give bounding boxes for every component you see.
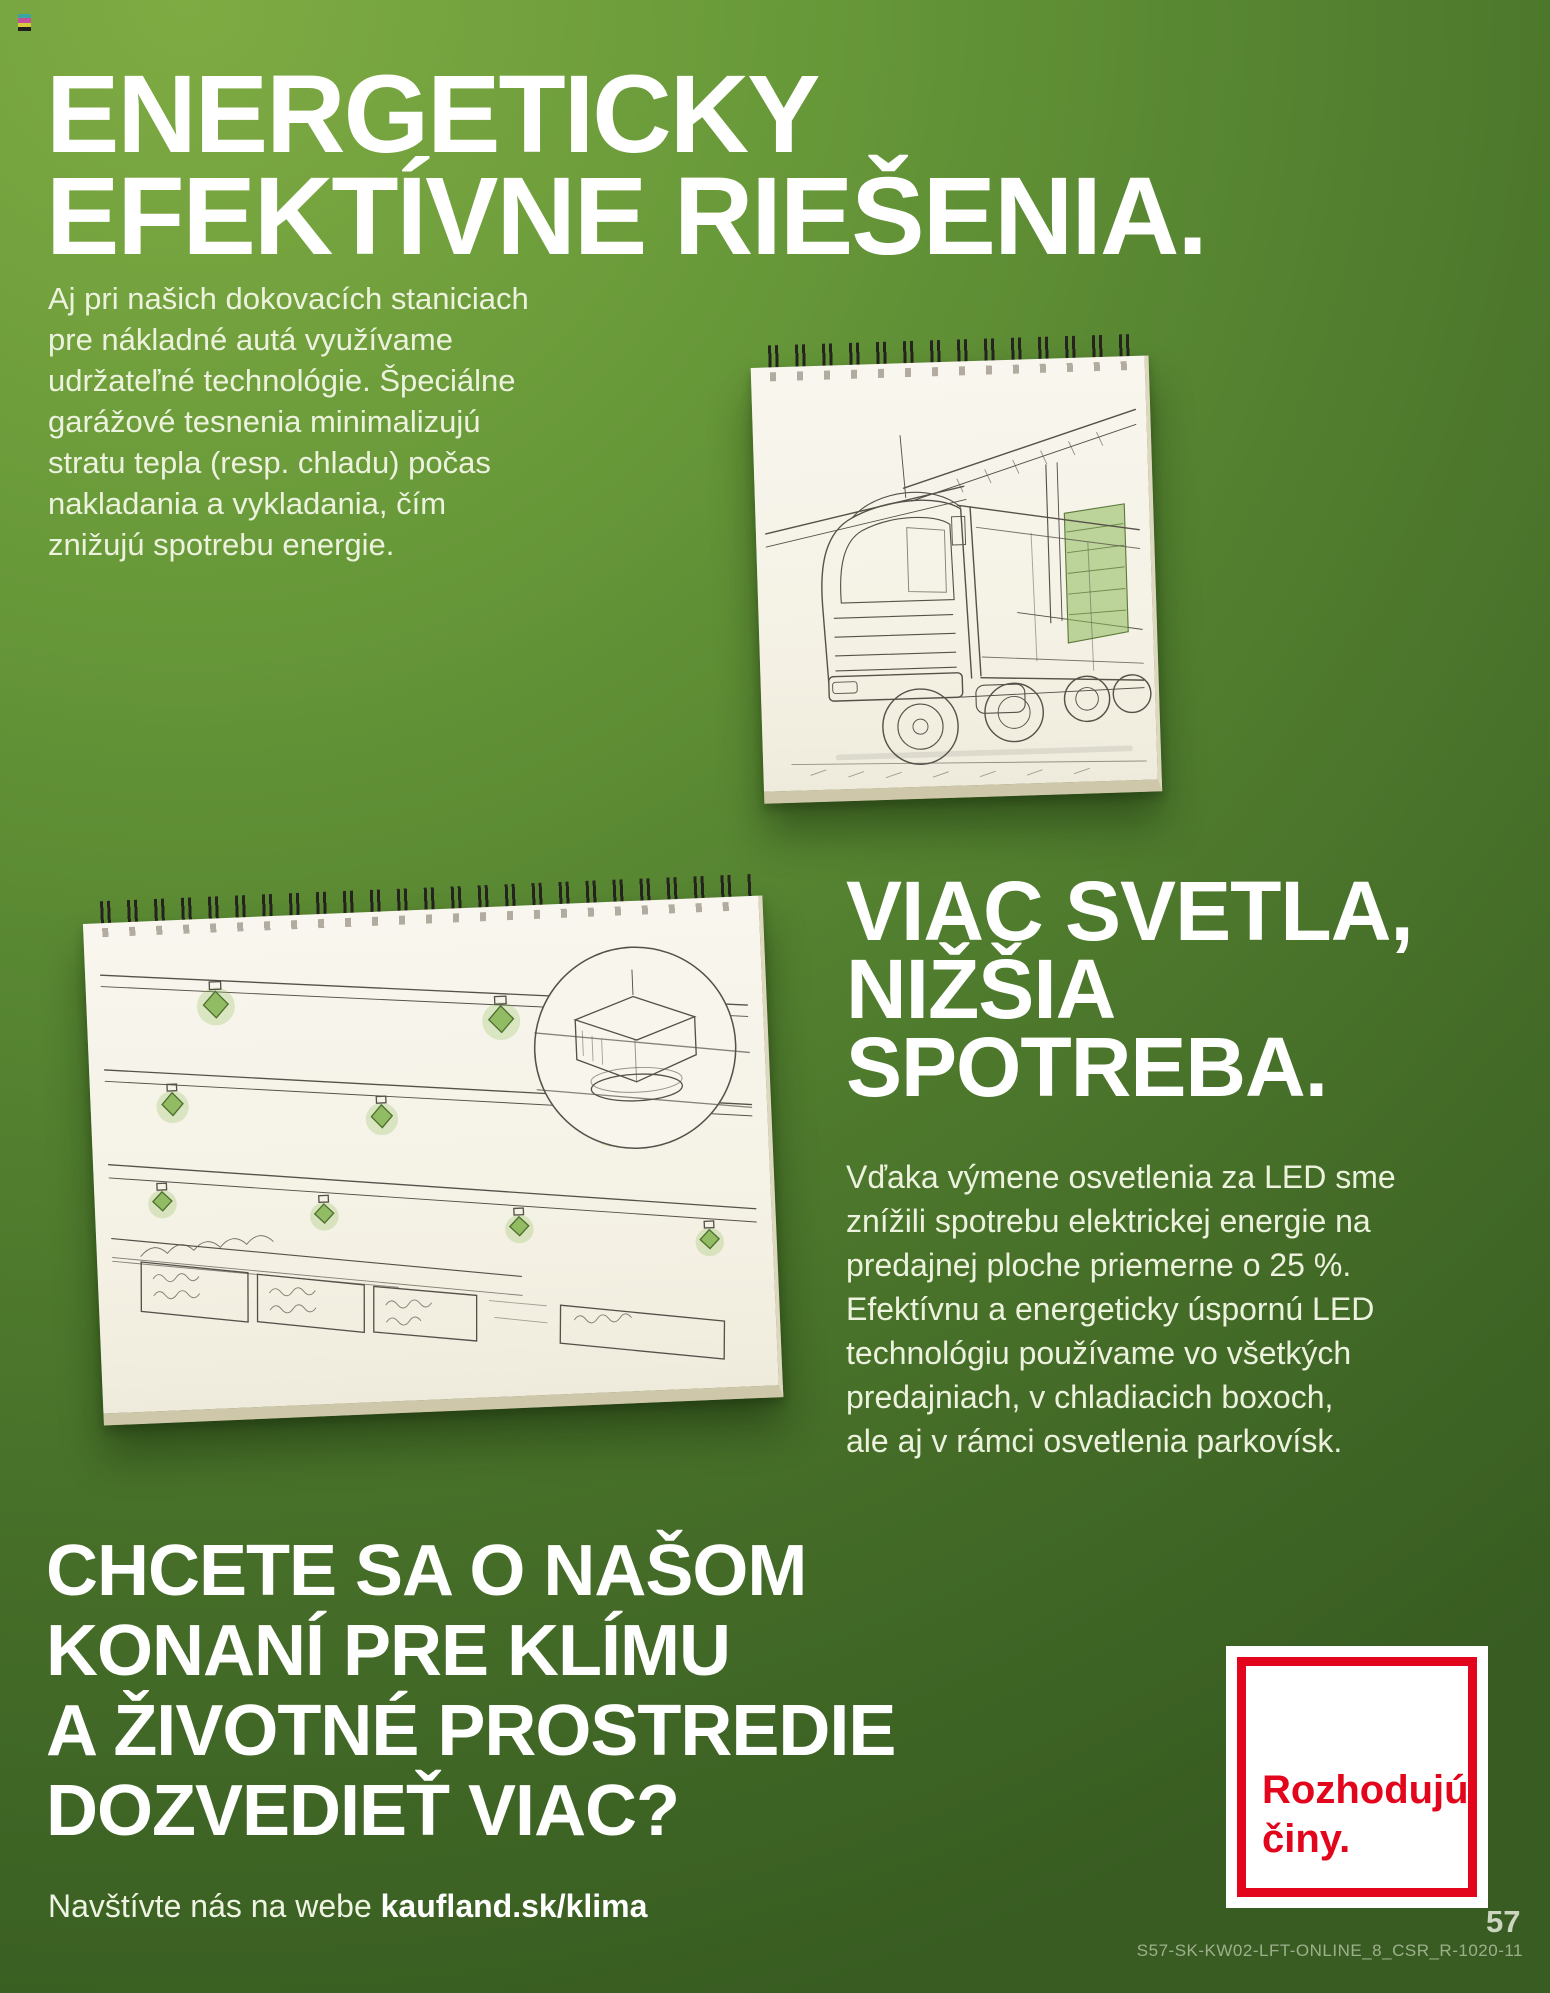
lighting-paragraph: [846, 1155, 1396, 1463]
badge-claim-line: Rozhodujú: [1262, 1768, 1469, 1812]
cta-line: A ŽIVOTNÉ PROSTREDIE: [46, 1691, 896, 1771]
sketch-paper: [83, 896, 783, 1426]
print-color-strip-icon: [18, 14, 31, 31]
print-reference-code: S57-SK-KW02-LFT-ONLINE_8_CSR_R-1020-11: [1136, 1941, 1523, 1960]
sketchpad-truck-dock: [750, 333, 1162, 803]
store-lighting-illustration: [84, 910, 779, 1414]
intro-line: stratu tepla (resp. chladu) počas: [48, 445, 491, 480]
lighting-title-line: VIAC SVETLA,: [846, 864, 1413, 958]
lighting-section-title: [846, 864, 1413, 1114]
sketch-paper: [751, 355, 1162, 803]
badge-claim-line: činy.: [1262, 1817, 1351, 1861]
lighting-line: Efektívnu a energeticky úspornú LED: [846, 1291, 1375, 1327]
page-title: [46, 53, 1206, 278]
intro-paragraph: [48, 278, 529, 565]
intro-line: pre nákladné autá využívame: [48, 322, 453, 357]
page-title-line: EFEKTÍVNE RIEŠENIA.: [46, 155, 1206, 278]
cta-line: CHCETE SA O NAŠOM: [46, 1531, 807, 1611]
intro-line: udržateľné technológie. Špeciálne: [48, 363, 516, 398]
intro-line: garážové tesnenia minimalizujú: [48, 404, 481, 439]
intro-line: nakladania a vykladania, čím: [48, 486, 447, 521]
page-title-line: ENERGETICKY: [46, 53, 819, 176]
lighting-title-line: NIŽŠIA: [846, 942, 1116, 1036]
lighting-line: predajnej ploche priemerne o 25 %.: [846, 1247, 1352, 1283]
website-url: kaufland.sk/klima: [380, 1888, 648, 1924]
cta-line: DOZVEDIEŤ VIAC?: [46, 1771, 680, 1851]
color-bar-black: [18, 27, 31, 31]
cta-line: KONANÍ PRE KLÍMU: [46, 1611, 730, 1691]
cta-heading: [46, 1531, 895, 1851]
lighting-line: predajniach, v chladiacich boxoch,: [846, 1379, 1334, 1415]
lighting-line: Vďaka výmene osvetlenia za LED sme: [846, 1159, 1396, 1195]
lighting-title-line: SPOTREBA.: [846, 1020, 1328, 1114]
produce-crates: [112, 1213, 726, 1384]
lighting-line: znížili spotrebu elektrickej energie na: [846, 1203, 1371, 1239]
intro-line: znižujú spotrebu energie.: [48, 527, 395, 562]
badge-claim-text: [1262, 1766, 1469, 1864]
truck-dock-illustration: [751, 370, 1158, 792]
sketchpad-store-lighting: [82, 874, 783, 1426]
website-line: [48, 1886, 647, 1926]
brand-claim-badge: [1226, 1646, 1488, 1908]
website-prefix: Navštívte nás na webe: [48, 1888, 381, 1924]
intro-line: Aj pri našich dokovacích staniciach: [48, 281, 529, 316]
page-number: 57: [1486, 1904, 1521, 1939]
lighting-line: ale aj v rámci osvetlenia parkovísk.: [846, 1423, 1343, 1459]
lighting-line: technológiu používame vo všetkých: [846, 1335, 1352, 1371]
led-fixture-detail-inset: [531, 943, 754, 1153]
